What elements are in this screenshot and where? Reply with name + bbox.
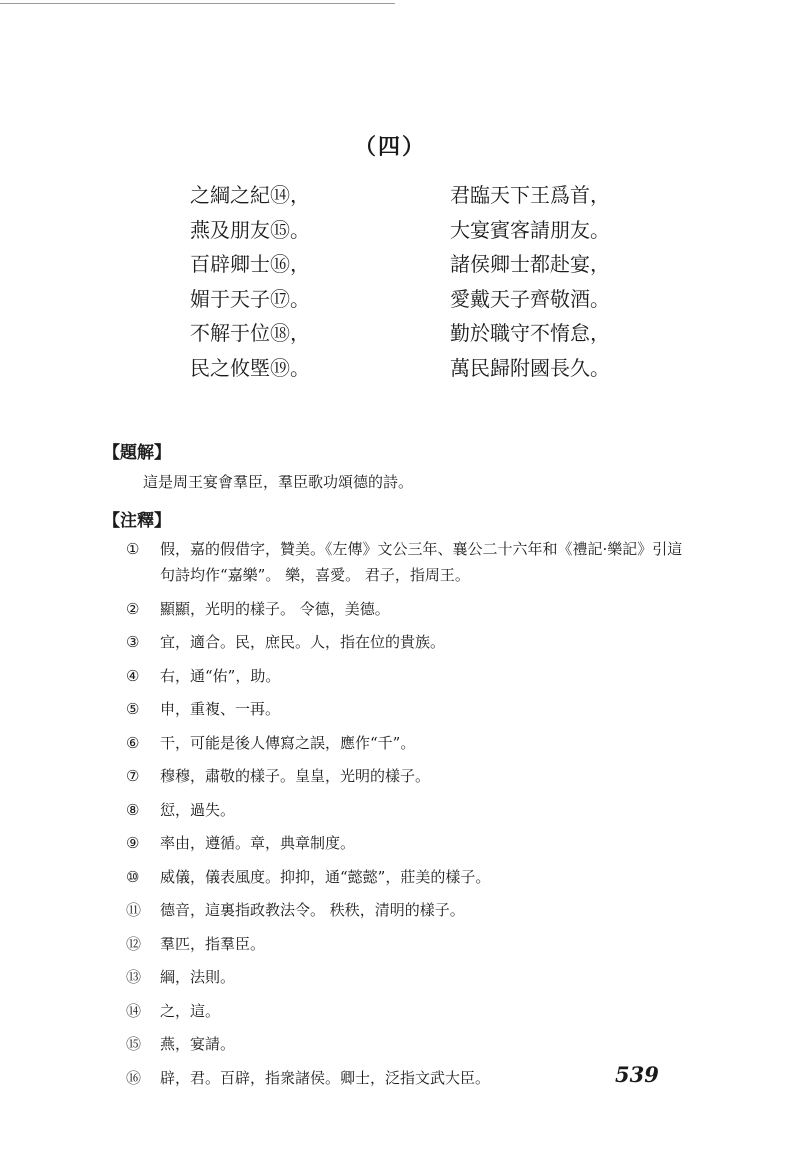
note-text: 綱，法則。: [160, 968, 236, 986]
poem-translation-line: 愛戴天子齊敬酒。: [450, 286, 610, 311]
note-number: ②: [126, 599, 140, 618]
note-number: ③: [126, 633, 140, 651]
poem-line: [190, 316, 630, 351]
note-number: ⑦: [126, 767, 140, 785]
poem-original-line: 百辟卿士⑯，: [190, 252, 310, 276]
notes-list: [126, 536, 686, 1098]
note-number: ⑥: [126, 733, 140, 752]
poem-translation-line: 大宴賓客請朋友。: [450, 217, 610, 242]
note-item: [126, 830, 686, 856]
note-item: [126, 663, 686, 689]
note-item: [126, 897, 686, 923]
poem-line: [190, 178, 630, 213]
note-item: [126, 763, 686, 789]
note-text: 顯顯，光明的樣子。 令德，美德。: [160, 599, 390, 618]
note-text: 申，重複、一再。: [160, 700, 281, 718]
note-item: [126, 964, 686, 990]
note-text: 威儀，儀表風度。抑抑，通“懿懿”，莊美的樣子。: [160, 867, 491, 886]
poem-original-line: 媚于天子⑰。: [190, 286, 310, 311]
note-item: [126, 596, 686, 622]
note-number: ⑪: [126, 901, 142, 919]
poem-line: [190, 213, 630, 248]
note-text: 燕，宴請。: [160, 1035, 236, 1053]
note-text: 辟，君。百辟，指衆諸侯。卿士，泛指文武大臣。: [160, 1068, 491, 1087]
poem-translation-line: 勤於職守不惰怠，: [450, 321, 610, 345]
poem-translation-line: 萬民歸附國長久。: [450, 355, 610, 380]
note-item: [126, 1031, 686, 1057]
note-item: [126, 931, 686, 957]
notes-heading: 【注釋】: [103, 511, 171, 531]
note-text: 德音，這裏指政教法令。 秩秩，清明的樣子。: [160, 901, 465, 919]
explanation-heading: 【題解】: [103, 443, 171, 463]
poem-line: [190, 282, 630, 317]
note-text: 愆，過失。: [160, 800, 236, 819]
poem-original-line: 之綱之紀⑭，: [190, 183, 310, 207]
note-text: 之，這。: [160, 1001, 221, 1020]
note-number: ⑭: [126, 1001, 142, 1020]
poem-original-line: 燕及朋友⑮。: [190, 217, 310, 242]
note-text: 穆穆，肅敬的樣子。皇皇，光明的樣子。: [160, 767, 431, 785]
note-number: ⑫: [126, 934, 142, 953]
poem-original-line: 民之攸塈⑲。: [190, 355, 310, 380]
page-number: 539: [615, 1062, 659, 1087]
note-item: [126, 998, 686, 1024]
note-item: [126, 1065, 686, 1091]
note-item: [126, 730, 686, 756]
note-text: 宜，適合。民，庶民。人，指在位的貴族。: [160, 633, 446, 651]
note-item: [126, 696, 686, 722]
note-number: ⑨: [126, 834, 140, 852]
note-number: ⑧: [126, 800, 140, 819]
note-text: 羣匹，指羣臣。: [160, 934, 266, 953]
note-item: [126, 797, 686, 823]
note-item: [126, 536, 686, 588]
note-text: 假，嘉的假借字，贊美。《左傳》文公三年、襄公二十六年和《禮記·樂記》引這句詩均作“嘉樂”。 樂，喜愛。 君子，指周王。: [160, 540, 683, 584]
top-rule: [0, 3, 395, 4]
note-item: [126, 629, 686, 655]
note-number: ⑤: [126, 700, 140, 718]
poem-translation-line: 諸侯卿士都赴宴，: [450, 252, 610, 276]
poem-original-line: 不解于位⑱，: [190, 321, 310, 345]
note-text: 右，通“佑”，助。: [160, 666, 281, 685]
poem-line: [190, 247, 630, 282]
poem-block: [190, 178, 630, 385]
note-number: ⑯: [126, 1068, 142, 1087]
poem-line: [190, 351, 630, 386]
note-text: 率由，遵循。章，典章制度。: [160, 834, 356, 852]
explanation-text: 這是周王宴會羣臣，羣臣歌功頌德的詩。: [143, 473, 414, 491]
poem-translation-line: 君臨天下王爲首，: [450, 183, 610, 207]
note-number: ①: [126, 540, 140, 558]
note-number: ④: [126, 666, 140, 685]
note-item: [126, 864, 686, 890]
note-number: ⑩: [126, 867, 140, 886]
note-number: ⑮: [126, 1035, 142, 1053]
note-text: 干，可能是後人傳寫之誤，應作“千”。: [160, 733, 416, 752]
note-number: ⑬: [126, 968, 142, 986]
section-title: （四）: [353, 134, 426, 160]
